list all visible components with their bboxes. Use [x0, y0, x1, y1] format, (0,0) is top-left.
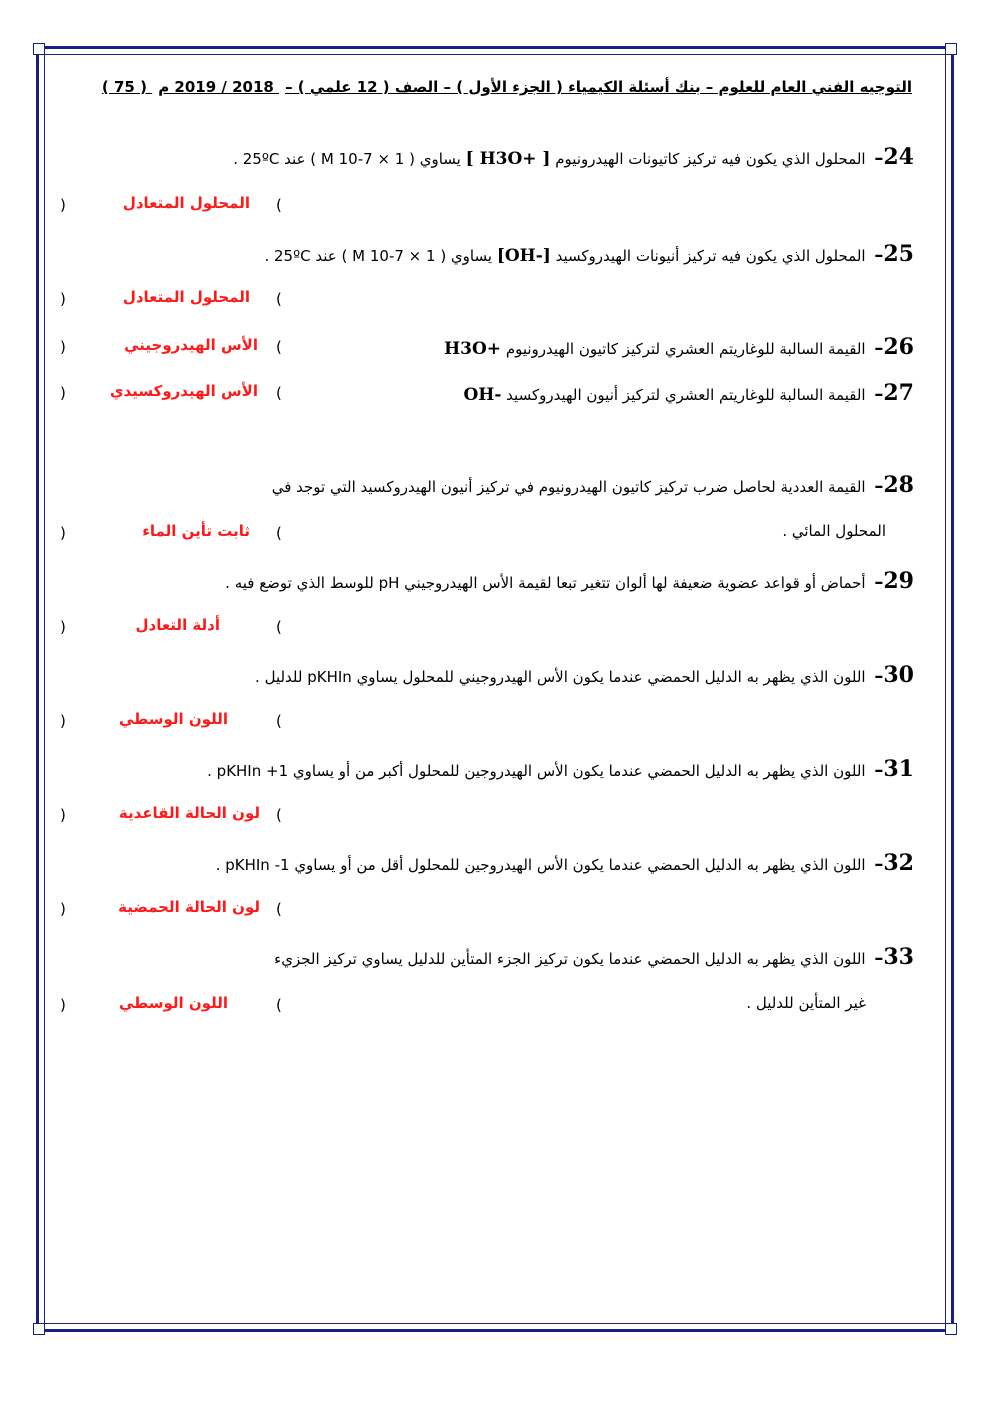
question-number: 28: [883, 472, 914, 498]
question-number: 30: [883, 662, 914, 688]
answer-text: أدلة التعادل: [135, 616, 220, 634]
chemical-formula: OH-: [463, 385, 502, 405]
question-25: 25– المحلول الذي يكون فيه تركيز أنيونات الهيدروكسيد [OH-] يساوي ( M 10-7 × 1 ) عند 25ºC .: [264, 241, 914, 267]
answer-row-33: [60, 996, 290, 1020]
paren-close: ): [60, 196, 66, 214]
paren-open: (: [276, 712, 282, 730]
paren-close: ): [60, 996, 66, 1014]
question-tail: يساوي ( M 10-7 × 1 ) عند 25ºC .: [233, 150, 461, 168]
answer-row-28: [60, 524, 290, 548]
question-text: اللون الذي يظهر به الدليل الحمضي عندما يكون الأس الهيدروجيني للمحلول يساوي pKHIn للدليل .: [255, 668, 866, 686]
question-text: اللون الذي يظهر به الدليل الحمضي عندما يكون تركيز الجزء المتأين للدليل يساوي تركيز الجزيء: [274, 950, 866, 968]
question-tail: يساوي ( M 10-7 × 1 ) عند 25ºC .: [264, 247, 493, 265]
question-33: 33– اللون الذي يظهر به الدليل الحمضي عندما يكون تركيز الجزء المتأين للدليل يساوي تركيز الجزيء: [274, 944, 914, 970]
question-text: المحلول الذي يكون فيه تركيز كاتيونات الهيدرونيوم: [555, 150, 866, 168]
chemical-formula: [OH-]: [496, 246, 551, 266]
answer-row-32: [60, 900, 290, 924]
question-number: 31: [883, 756, 914, 782]
border-corner-top-right: [945, 43, 957, 55]
question-number: 26: [883, 334, 914, 360]
answer-row-30: [60, 712, 290, 736]
paren-open: (: [276, 806, 282, 824]
question-text: اللون الذي يظهر به الدليل الحمضي عندما يكون الأس الهيدروجين للمحلول أكبر من أو يساوي pKHIn +1 .: [207, 762, 866, 780]
paren-close: ): [60, 384, 66, 402]
paren-close: ): [60, 900, 66, 918]
question-number: 32: [883, 850, 914, 876]
question-29: 29– أحماض أو قواعد عضوية ضعيفة لها ألوان تتغير تبعا لقيمة الأس الهيدروجيني pH للوسط الذي توضع فيه .: [225, 568, 914, 594]
question-number: 27: [883, 380, 914, 406]
paren-open: (: [276, 524, 282, 542]
border-corner-bottom-right: [945, 1323, 957, 1335]
answer-text: الأس الهيدروكسيدي: [109, 382, 258, 400]
answer-row-26: [60, 338, 290, 362]
answer-row-29: [60, 618, 290, 642]
page-header: [64, 78, 912, 102]
answer-row-31: [60, 806, 290, 830]
paren-open: (: [276, 996, 282, 1014]
paren-open: (: [276, 384, 282, 402]
answer-text: اللون الوسطي: [118, 994, 228, 1012]
paren-close: ): [60, 290, 66, 308]
question-text: القيمة السالبة للوغاريتم العشري لتركيز أنيون الهيدروكسيد: [506, 386, 866, 404]
paren-close: ): [60, 712, 66, 730]
question-text: القيمة العددية لحاصل ضرب تركيز كاتيون الهيدرونيوم في تركيز أنيون الهيدروكسيد التي توجد في: [271, 478, 866, 496]
paren-open: (: [276, 338, 282, 356]
question-text: اللون الذي يظهر به الدليل الحمضي عندما يكون الأس الهيدروجين للمحلول أقل من أو يساوي pKHIn -1 .: [215, 856, 866, 874]
question-text: المحلول الذي يكون فيه تركيز أنيونات الهيدروكسيد: [555, 247, 866, 265]
answer-text: المحلول المتعادل: [122, 288, 250, 306]
question-26: 26– القيمة السالبة للوغاريتم العشري لتركيز كاتيون الهيدرونيوم H3O+: [444, 334, 914, 360]
paren-open: (: [276, 196, 282, 214]
answer-row-27: [60, 384, 290, 408]
header-year: 2018 / 2019 م: [158, 78, 274, 96]
border-corner-bottom-left: [33, 1323, 45, 1335]
paren-close: ): [60, 338, 66, 356]
answer-text: لون الحالة القاعدية: [118, 804, 260, 822]
question-text: القيمة السالبة للوغاريتم العشري لتركيز كاتيون الهيدرونيوم: [505, 340, 866, 358]
question-32: 32– اللون الذي يظهر به الدليل الحمضي عندما يكون الأس الهيدروجين للمحلول أقل من أو يساوي pKHIn -1 .: [215, 850, 914, 876]
paren-close: ): [60, 618, 66, 636]
answer-text: المحلول المتعادل: [122, 194, 250, 212]
chemical-formula: [ H3O+ ]: [465, 149, 551, 169]
answer-text: ثابت تأين الماء: [142, 522, 250, 540]
question-number: 29: [883, 568, 914, 594]
answer-text: لون الحالة الحمضية: [118, 898, 260, 916]
question-33-continuation: غير المتأين للدليل .: [746, 994, 866, 1012]
border-corner-top-left: [33, 43, 45, 55]
paren-close: ): [60, 806, 66, 824]
question-number: 25: [883, 241, 914, 267]
question-28: 28– القيمة العددية لحاصل ضرب تركيز كاتيون الهيدرونيوم في تركيز أنيون الهيدروكسيد التي توجد في: [271, 472, 914, 498]
header-title: التوجيه الفني العام للعلوم – بنك أسئلة الكيمياء ( الجزء الأول ) – الصف ( 12 علمي ) –: [285, 78, 912, 96]
header-page-number: ( 75 ): [101, 78, 147, 96]
chemical-formula: H3O+: [444, 339, 502, 359]
answer-row-25: [60, 290, 290, 314]
question-number: 33: [883, 944, 914, 970]
question-28-continuation: المحلول المائي .: [782, 522, 886, 540]
paren-open: (: [276, 290, 282, 308]
answer-row-24: [60, 196, 290, 220]
paren-close: ): [60, 524, 66, 542]
question-27: 27– القيمة السالبة للوغاريتم العشري لتركيز أنيون الهيدروكسيد OH-: [463, 380, 914, 406]
question-text: أحماض أو قواعد عضوية ضعيفة لها ألوان تتغير تبعا لقيمة الأس الهيدروجيني pH للوسط الذي توضع فيه .: [225, 574, 866, 592]
question-number: 24: [883, 144, 914, 170]
question-24: 24– المحلول الذي يكون فيه تركيز كاتيونات الهيدرونيوم [ H3O+ ] يساوي ( M 10-7 × 1 ) عند 25ºC .: [233, 144, 914, 170]
question-30: 30– اللون الذي يظهر به الدليل الحمضي عندما يكون الأس الهيدروجيني للمحلول يساوي pKHIn للدليل .: [255, 662, 914, 688]
paren-open: (: [276, 900, 282, 918]
answer-text: الأس الهيدروجيني: [124, 336, 258, 354]
question-31: 31– اللون الذي يظهر به الدليل الحمضي عندما يكون الأس الهيدروجين للمحلول أكبر من أو يساوي pKHIn +1 .: [207, 756, 914, 782]
answer-text: اللون الوسطي: [118, 710, 228, 728]
paren-open: (: [276, 618, 282, 636]
